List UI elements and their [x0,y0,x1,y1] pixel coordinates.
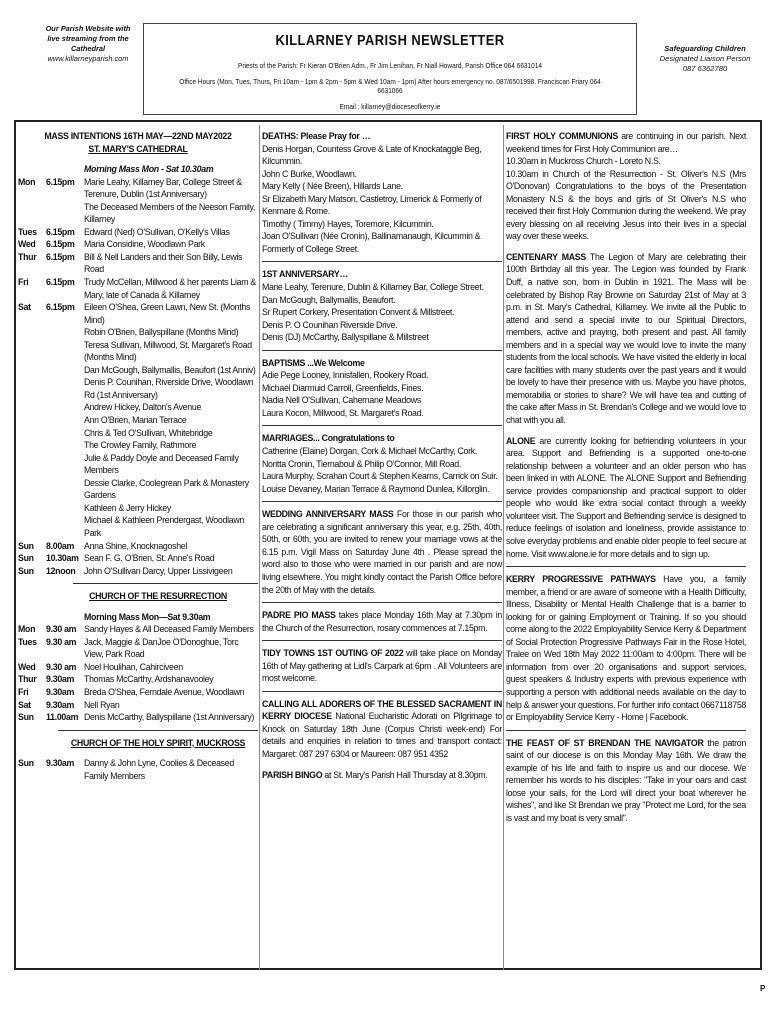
mass-intention-text: The Deceased Members of the Neeson Family, Killarney [84,201,256,225]
safeguarding-phone: 087 6362780 [682,64,728,73]
deaths-heading: DEATHS: Please Pray for … [262,131,371,141]
mass-intention-row [18,339,258,364]
mass-day [18,502,46,515]
mass-time: 6.15pm [46,176,75,187]
mass-intention-row [18,238,258,251]
website-line: Cathedral [70,44,106,53]
alone-text: are currently looking for befriending volunteers in your area. Support and Befriending is a supported one-to-one relationship between a volunteer and an older person who has been linked in with ALONE. The ALONE Support and Befriending service provides companionship and practical support to older people who would like extra social contact through a weekly volunteer visit. The Support and Befriending service is designed to reduce feelings of isolation and loneliness, provide assistance to solve everyday problems and enable older people to feel secure at home. Visit www.alone.ie for more details and to sign up. [506,435,746,559]
morning-mass-times: Morning Mass Mon - Sat 10.30am [84,164,214,175]
mass-intention-text: Marie Leahy, Killarney Bar, College Street & Terenure, Dublin (1st Anniversary) [84,176,242,200]
mass-time: 11.00am [46,712,79,723]
website-line: live streaming from the [47,34,129,43]
mass-day: Wed [18,239,36,250]
intentions-list-st-marys [18,176,258,578]
mass-day: Sat [18,302,31,313]
safeguarding-title: Safeguarding Children [664,44,746,53]
mass-intention-row [18,711,258,724]
mass-time: 9.30am [46,758,75,769]
centenary-mass-notice [506,251,746,427]
anniversary-entry: Marie Leahy, Terenure, Dublin & Killarney Bar, College Street. [262,282,484,293]
mass-intention-row [18,414,258,427]
wedding-anniversary-text: For those in our parish who are celebrating a significant anniversary this year, e.g. 25th, 40th, 50th, or 60th, you are invited to renew your marriage vows at the 6.15 p.m. Vigil Mass on Saturday June 4th . Please spread the word also to those who were married in our parish and are now living elsewhere. You might kindly contact the Parish Office before the 20th of May with the details. [262,509,502,595]
wedding-anniversary-notice [262,508,502,596]
mass-intention-text: Nell Ryan [84,699,120,710]
deceased-entry: John C Burke, Woodlawn. [262,168,357,179]
mass-intention-text: John O'Sullivan Darcy, Upper Lissivigeen [84,565,233,576]
marriages-list [262,445,502,495]
mass-intention-row [18,201,258,226]
safeguarding-notice [655,44,755,74]
mass-day [18,339,46,364]
mass-time [46,376,84,401]
padre-pio-notice [262,609,502,634]
email-line[interactable]: Email : killarney@dioceseofkerry.ie [339,102,441,111]
mass-intention-text: Dessie Clarke, Coolegrean Park & Monastery Gardens [84,477,249,501]
notices-column-middle [262,130,502,781]
st-brendan-notice [506,737,746,825]
mass-intention-row [18,226,258,239]
mass-time: 8.00am [46,540,75,551]
church-heading-resurrection: CHURCH OF THE RESURRECTION [89,591,227,602]
mass-intention-row [18,565,258,578]
mass-intention-row [18,636,258,661]
centenary-mass-heading: CENTENARY MASS [506,251,586,262]
mass-day: Mon [18,176,36,187]
mass-day: Tues [18,226,37,237]
mass-intention-text: Denis McCarthy, Ballyspillane (1st Anniversary) [84,712,255,723]
mass-day: Thur [18,251,37,262]
newsletter-title: KILLARNEY PARISH NEWSLETTER [275,32,505,49]
mass-time: 9.30 am [46,661,77,672]
notices-column-right [506,130,746,824]
mass-time [46,339,84,364]
mass-intention-row [18,251,258,276]
padre-pio-text: takes place Monday 16th May at 7.30pm in the Church of the Resurrection, rosary commences at 7.15pm. [262,610,502,633]
mass-time: 9.30 am [46,624,77,635]
mass-time: 6.15pm [46,302,75,313]
mass-day: Sun [18,758,34,769]
mass-intention-text: Robin O'Brien, Ballyspillane (Months Mind) [84,327,239,338]
mass-day: Wed [18,661,36,672]
mass-intention-row [18,673,258,686]
kerry-pathways-heading: KERRY PROGRESSIVE PATHWAYS [506,574,656,585]
bingo-notice [262,769,502,782]
adorers-notice [262,698,502,761]
mass-time: 9.30 am [46,636,77,647]
mass-intention-row [18,364,258,377]
deceased-entry: Timothy ( Timmy) Hayes, Toremore, Kilcummin. [262,218,434,229]
anniversary-entry: Sr Rupert Corkery, Presentation Convent & Millstreet. [262,307,455,318]
mass-day [18,477,46,502]
mass-intention-row [18,376,258,401]
first-communion-line: 10.30am in Church of the Resurrection - St. Oliver's N.S (Mrs O'Donovan) Congratulations to the boys of the Presentation Monastery N.S & the boys and girls of St Oliver's N.S who received their first Holy Communion during the weekend. We pray every blessing on all receiving Jesus into their lives in a special way over these weeks. [506,168,746,242]
kerry-pathways-notice [506,573,746,724]
anniversary-entry: Denis P. O Counihan Riverside Drive. [262,319,398,330]
mass-intention-text: Denis P. Counihan, Riverside Drive, Woodlawn Rd (1st Anniversary) [84,377,254,400]
mass-time: 9.30am [46,674,75,685]
priests-line: Priests of the Parish: Fr Kieran O'Brien Adm., Fr Jim Lenihan, Fr Niall Howard, Parish Office 064 6631014 [237,61,543,70]
mass-intention-row [18,552,258,565]
baptism-entry: Laura Kocon, Millwood, St. Margaret's Road. [262,407,424,418]
marriage-entry: Louise Devaney, Marian Terrace & Raymond Dunlea, Killorglin. [262,483,490,494]
mass-intention-row [18,757,258,782]
safeguarding-subtitle: Designated Liaison Person [659,54,751,63]
mass-day: Fri [18,277,29,288]
mass-intention-text: Edward (Ned) O'Sullivan, O'Kelly's Villas [84,226,230,237]
alone-notice [506,435,746,560]
mass-intention-text: Danny & John Lyne, Coolies & Deceased Family Members [84,758,234,781]
mass-time: 6.15pm [46,277,75,288]
mass-time [46,201,84,226]
mass-time [46,427,84,440]
padre-pio-heading: PADRE PIO MASS [262,610,336,621]
mass-intention-text: Sean F. G. O'Brien, St. Anne's Road [84,553,215,564]
mass-intention-text: Noel Houlihan, Cahirciveen [84,661,183,672]
mass-time: 6.15pm [46,226,75,237]
st-brendan-heading: THE FEAST OF ST BRENDAN THE NAVIGATOR [506,737,704,748]
mass-day: Tues [18,636,37,647]
baptism-entry: Michael Diarmuid Carroll, Greenfields, Firies. [262,382,424,393]
mass-intention-text: Dan McGough, Ballymallis, Beaufort (1st Anniv) [84,364,256,375]
mass-time [46,439,84,452]
church-heading-st-marys: ST. MARY'S CATHEDRAL [88,143,188,154]
anniversary-entry: Denis (DJ) McCarthy, Ballyspillane & Millstreet [262,332,429,343]
anniversary-entry: Dan McGough, Ballymallis, Beaufort. [262,294,396,305]
website-notice [38,24,138,64]
mass-intention-text: Trudy McCellan, Millwood & her parents Liam & Mary, late of Canada & Killarney [84,277,256,300]
mass-day [18,326,46,339]
mass-day: Sun [18,565,34,576]
first-communion-notice [506,130,746,155]
mass-day [18,514,46,539]
mass-intentions-column [18,130,258,782]
anniversary-list [262,281,502,344]
mass-day: Sun [18,712,34,723]
baptisms-heading: BAPTISMS ...We Welcome [262,357,365,368]
mass-intention-row [18,439,258,452]
mass-intention-row [18,276,258,301]
mass-intention-row [18,301,258,326]
church-heading-holy-spirit: CHURCH OF THE HOLY SPIRIT, MUCKROSS [70,737,246,748]
mass-intention-text: Kathleen & Jerry Hickey [84,502,171,513]
morning-mass-times: Morning Mass Mon—Sat 9.30am [84,611,211,622]
baptisms-list [262,369,502,419]
mass-intention-row [18,401,258,414]
adorers-text: National Eucharistic Adorati on Pilgrimage to Knock on Saturday 18th June (Corpus Christi week-end) For details and enquiries in relation to times and transport contact: Margaret: 087 297 6304 or Maureen: 087 951 4352 [262,711,502,759]
first-communion-text: are continuing in our parish. Next weekend times for First Holy Communion are… [506,131,746,154]
mass-intention-text: Ann O'Brien, Marian Terrace [84,415,187,426]
mass-intention-row [18,686,258,699]
deceased-entry: Sr Elizabeth Mary Matson, Castletroy, Limerick & Formerly of Kenmare & Rome. [262,193,482,217]
mass-intention-row [18,623,258,636]
mass-time: 12noon [46,565,76,576]
mass-time: 9.30am [46,686,75,697]
mass-intention-text: Teresa Sullivan, Millwood, St. Margaret's Road (Months Mind) [84,339,252,363]
mass-day [18,427,46,440]
tidy-towns-text: will take place on Monday 16th of May gathering at Lidl's Carpark at 6pm . All Volunteers are most welcome. [262,648,503,684]
marriage-entry: Catherine (Elaine) Dorgan, Cork & Michael McCarthy, Cork. [262,446,477,457]
mass-intention-text: Sandy Hayes & All Deceased Family Members [84,624,254,635]
mass-intention-row [18,502,258,515]
mass-day [18,401,46,414]
mass-time [46,401,84,414]
mass-intention-row [18,452,258,477]
newsletter-header [143,23,637,115]
mass-time [46,514,84,539]
column-divider [503,125,504,970]
mass-time [46,326,84,339]
office-hours: Office Hours (Mon, Tues, Thurs, Fri 10am - 1pm & 2pm - 5pm & Wed 10am - 1pm) After hours emergency no. 087/6501998. Franciscan Friary 064 6631066 [179,77,601,95]
mass-intention-row [18,661,258,674]
mass-intention-text: Anna Shine, Knocknagoshel [84,540,188,551]
mass-intention-text: Michael & Kathleen Prendergast, Woodlawn Park [84,515,244,538]
first-communion-heading: FIRST HOLY COMMUNIONS [506,131,618,141]
mass-day [18,201,46,226]
mass-time: 10.30am [46,553,79,564]
mass-intention-row [18,699,258,712]
mass-day [18,439,46,452]
deceased-entry: Denis Horgan, Countess Grove & Late of Knockataggle Beg, Kilcummin. [262,143,482,167]
mass-day [18,364,46,377]
mass-intention-text: Julie & Paddy Doyle and Deceased Family Members [84,452,239,476]
wedding-anniversary-heading: WEDDING ANNIVERSARY MASS [262,509,394,520]
mass-time [46,477,84,502]
marriage-entry: Noritta Cronin, Tiernaboul & Philip O'Connor, Mill Road. [262,458,462,469]
mass-time [46,364,84,377]
mass-day: Thur [18,674,37,685]
mass-intention-text: Bill & Nell Landers and their Son Billy, Lewis Road [84,251,243,275]
website-url[interactable]: www.killarneyparish.com [47,54,129,63]
mass-day [18,414,46,427]
tidy-towns-notice [262,647,502,685]
mass-day [18,376,46,401]
intentions-list-resurrection [18,623,258,723]
mass-day: Sat [18,699,31,710]
deceased-entry: Joan O'Sullivan (Née Cronin), Ballinamanaugh, Kilcummin & Formerly of College Street. [262,231,481,254]
intentions-list-holy-spirit [18,757,258,782]
st-brendan-text: the patron saint of our diocese is on this Monday May 16th. We draw the example of his life and faith to inspire us and our diocese. We remember his words to his disciples: "Take in your oars and cast loose your sails, for the Lord will direct your boat wherever he wishes", and like St Brendan we pray "Protect me Lord, for the sea is vast and my boat is very small". [506,737,746,823]
mass-intention-text: The Crowley Family, Rathmore [84,440,197,451]
mass-time [46,414,84,427]
website-line: Our Parish Website with [45,24,131,33]
mass-intention-text: Eileen O'Shea, Green Lawn, New St. (Months Mind) [84,302,251,325]
mass-time: 9.30am [46,699,75,710]
mass-time [46,452,84,477]
mass-intention-row [18,477,258,502]
baptism-entry: Nadia Nell O'Sullivan, Cahernane Meadows [262,395,421,406]
adorers-heading: CALLING ALL ADORERS OF THE BLESSED SACRAMENT IN KERRY DIOCESE [262,698,502,722]
mass-day [18,452,46,477]
mass-intention-text: Chris & Ted O'Sullivan, Whitebridge [84,427,213,438]
mass-intention-row [18,540,258,553]
kerry-pathways-text: Have you, a family member, a friend or are aware of someone with a Health Difficulty, Illness, Disability or Mental Health Challenge that is a barrier to looking for or gaining Employment or Training. If so you should come along to the 2022 Employability Service Kerry & Department of Social Protection Progressive Pathways Fair in the Rose Hotel, Tralee on Wed 18th May 2022 11:00am to 4:00pm. There will be information from over 20 organisations and support services, guest speakers & Industry experts with previous experience with supporting a person with additional needs available on the day to help & answer your questions. For further info contact 0667118758 or Employability Service Kerry - Home | Facebook. [506,574,747,723]
mass-intention-row [18,514,258,539]
deceased-entry: Mary Kelly ( Née Breen), Hillards Lane. [262,181,403,192]
page-corner-mark: P [760,984,766,993]
mass-intention-text: Thomas McCarthy, Ardshanavooley [84,674,214,685]
mass-day: Fri [18,686,29,697]
baptism-entry: Adie Pege Looney, Innisfallen, Rookery Road. [262,370,429,381]
column-divider [259,125,260,970]
mass-time: 6.15pm [46,251,75,262]
mass-intention-row [18,427,258,440]
mass-time [46,502,84,515]
deaths-list [262,143,502,256]
marriage-entry: Laura Murphy, Scrahan Court & Stephen Kearns, Carrick on Suir. [262,471,498,482]
first-communion-line: 10.30am in Muckross Church - Loreto N.S. [506,156,661,167]
mass-intention-row [18,176,258,201]
mass-intention-text: Jack, Maggie & DanJoe O'Donoghue, Torc View, Park Road [84,636,239,660]
mass-day: Mon [18,624,36,635]
mass-intentions-heading: MASS INTENTIONS 16TH MAY—22ND MAY2022 [44,131,232,141]
mass-intention-text: Maria Considine, Woodlawn Park [84,239,205,250]
marriages-heading: MARRIAGES... Congratulations to [262,433,395,444]
alone-heading: ALONE [506,435,536,446]
mass-day: Sun [18,553,34,564]
mass-intention-row [18,326,258,339]
mass-intention-text: Andrew Hickey, Dalton's Avenue [84,402,202,413]
bingo-text: at St. Mary's Parish Hall Thursday at 8.30pm. [322,769,488,780]
anniversary-heading: 1ST ANNIVERSARY… [262,269,348,280]
mass-intention-text: Breda O'Shea, Ferndale Avenue, Woodlawn [84,686,245,697]
mass-time: 6.15pm [46,239,75,250]
mass-day: Sun [18,540,34,551]
centenary-mass-text: The Legion of Mary are celebrating their 100th Birthday all this year. The Legion was founded by Frank Duff, a native son, born in Dublin in 1921. The Mass will be celebrated by Bishop Ray Browne on Saturday 21st of May at 3 p.m. in St. Mary's Cathedral, Killarney. We invite all the Public to attend and send a special invite to our Spiritual Directors, members, active and praying, both present and past. All family members and in a special way we would love to invite the many students from the local schools. We have visited the elderly in local care facilities with many students over the past years and it would be lovely to have their presence with us. Maybe you have photos, memorabilia or stories to share? We will have tea and cutting of the cake after Mass in St. Brendan's College and we would love to chat with you all. [506,251,746,426]
bingo-heading: PARISH BINGO [262,769,323,780]
tidy-towns-heading: TIDY TOWNS 1ST OUTING OF 2022 [262,648,404,659]
